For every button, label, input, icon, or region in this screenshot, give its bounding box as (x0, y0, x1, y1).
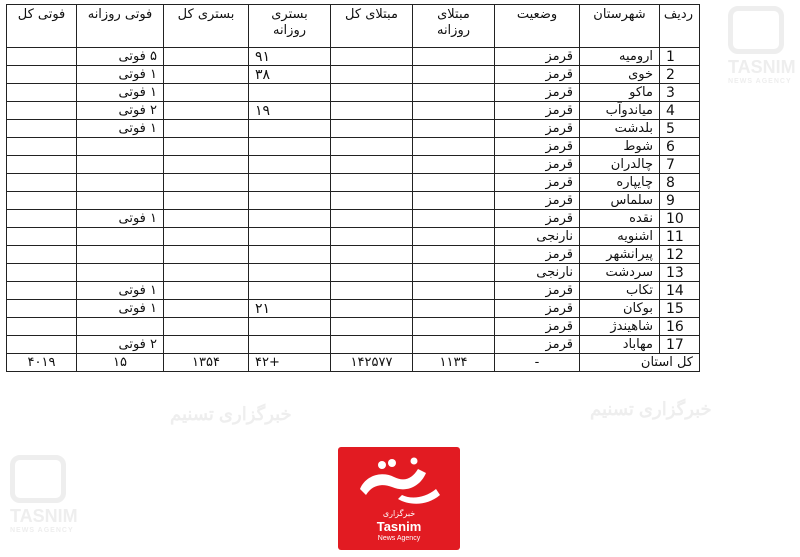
total-cases (331, 192, 413, 210)
total-hospitalized (164, 66, 249, 84)
table-row (7, 174, 700, 192)
table-row (7, 336, 700, 354)
header-daily-deaths: فوتی روزانه (77, 5, 164, 48)
total-cases (331, 102, 413, 120)
daily-deaths (77, 138, 164, 156)
watermark-agency-text: NEWS AGENCY (728, 77, 792, 85)
daily-cases (413, 264, 495, 282)
table-row (7, 318, 700, 336)
total-cases (331, 48, 413, 66)
daily-cases (413, 228, 495, 246)
row-number: 17 (660, 336, 700, 354)
daily-cases (413, 66, 495, 84)
status-cell: قرمز (495, 138, 580, 156)
status-cell: قرمز (495, 102, 580, 120)
city-name: چالدران (580, 156, 660, 174)
daily-hospitalized: ۲۱ (249, 300, 331, 318)
daily-hospitalized: ۱۹ (249, 102, 331, 120)
daily-cases (413, 48, 495, 66)
total-deaths (7, 264, 77, 282)
daily-hospitalized: ۹۱ (249, 48, 331, 66)
header-total-hospitalized: بستری کل (164, 5, 249, 48)
status-cell: قرمز (495, 48, 580, 66)
header-row-number: ردیف (660, 5, 700, 48)
city-name: نقده (580, 210, 660, 228)
total-hospitalized (164, 210, 249, 228)
table-row (7, 210, 700, 228)
status-cell: قرمز (495, 246, 580, 264)
status-cell: قرمز (495, 84, 580, 102)
total-hospitalized (164, 318, 249, 336)
daily-deaths (77, 318, 164, 336)
watermark-text: TASNIM (10, 506, 78, 526)
row-number: 8 (660, 174, 700, 192)
table-row (7, 156, 700, 174)
daily-hospitalized (249, 84, 331, 102)
total-cases (331, 156, 413, 174)
row-number: 15 (660, 300, 700, 318)
total-cases: ۱۴۲۵۷۷ (331, 354, 413, 372)
city-name: شوط (580, 138, 660, 156)
city-name: سردشت (580, 264, 660, 282)
total-daily-deaths: ۱۵ (77, 354, 164, 372)
total-hospitalized (164, 48, 249, 66)
city-name: تکاب (580, 282, 660, 300)
total-daily-cases: ۱۱۳۴ (413, 354, 495, 372)
total-hospitalized (164, 246, 249, 264)
daily-hospitalized (249, 192, 331, 210)
daily-cases (413, 300, 495, 318)
total-hospitalized (164, 120, 249, 138)
daily-cases (413, 138, 495, 156)
table-row (7, 138, 700, 156)
city-name: شاهیندژ (580, 318, 660, 336)
watermark-persian-text: خبرگزاری تسنیم (590, 399, 712, 419)
total-status: - (495, 354, 580, 372)
city-name: ارومیه (580, 48, 660, 66)
total-deaths (7, 102, 77, 120)
watermark-agency-text: NEWS AGENCY (10, 526, 74, 534)
city-name: بلدشت (580, 120, 660, 138)
daily-hospitalized (249, 138, 331, 156)
header-daily-hospitalized: بستری روزانه (249, 5, 331, 48)
total-cases (331, 282, 413, 300)
daily-deaths (77, 156, 164, 174)
total-hospitalized (164, 102, 249, 120)
status-cell: قرمز (495, 282, 580, 300)
total-hospitalized (164, 174, 249, 192)
daily-hospitalized (249, 156, 331, 174)
table-row (7, 264, 700, 282)
daily-deaths: ۱ فوتی (77, 84, 164, 102)
daily-hospitalized (249, 282, 331, 300)
total-deaths (7, 174, 77, 192)
daily-hospitalized (249, 210, 331, 228)
total-hospitalized (164, 300, 249, 318)
row-number: 12 (660, 246, 700, 264)
total-deaths (7, 246, 77, 264)
total-hospitalized (164, 192, 249, 210)
tasnim-watermark-icon (728, 6, 784, 54)
daily-cases (413, 282, 495, 300)
total-cases (331, 228, 413, 246)
status-cell: نارنجی (495, 264, 580, 282)
total-daily-hospitalized: +۴۲ (249, 354, 331, 372)
daily-cases (413, 156, 495, 174)
total-hospitalized (164, 264, 249, 282)
status-cell: نارنجی (495, 228, 580, 246)
watermark-text: TASNIM (728, 57, 796, 77)
city-name: خوی (580, 66, 660, 84)
daily-hospitalized: ۳۸ (249, 66, 331, 84)
total-hospitalized (164, 282, 249, 300)
daily-cases (413, 174, 495, 192)
table-row (7, 192, 700, 210)
total-hospitalized (164, 138, 249, 156)
total-cases (331, 300, 413, 318)
row-number: 3 (660, 84, 700, 102)
total-cases (331, 264, 413, 282)
province-total-row (7, 354, 700, 372)
logo-english-text: Tasnim (376, 519, 422, 534)
total-label: کل استان (580, 354, 700, 372)
table-row (7, 228, 700, 246)
daily-hospitalized (249, 264, 331, 282)
city-name: مهاباد (580, 336, 660, 354)
total-deaths (7, 336, 77, 354)
total-deaths (7, 66, 77, 84)
daily-cases (413, 102, 495, 120)
header-status: وضعیت (495, 5, 580, 48)
city-name: ماکو (580, 84, 660, 102)
daily-hospitalized (249, 246, 331, 264)
city-name: اشنویه (580, 228, 660, 246)
total-hospitalized (164, 156, 249, 174)
total-cases (331, 120, 413, 138)
tasnim-logo (338, 447, 460, 550)
total-deaths (7, 318, 77, 336)
table-row (7, 282, 700, 300)
row-number: 4 (660, 102, 700, 120)
tasnim-watermark-icon (10, 455, 66, 503)
daily-cases (413, 192, 495, 210)
total-hospitalized (164, 228, 249, 246)
row-number: 5 (660, 120, 700, 138)
total-hospitalized (164, 84, 249, 102)
watermark (170, 405, 292, 425)
total-cases (331, 246, 413, 264)
total-cases (331, 336, 413, 354)
total-deaths (7, 138, 77, 156)
row-number: 1 (660, 48, 700, 66)
table-row (7, 102, 700, 120)
status-cell: قرمز (495, 300, 580, 318)
total-hospitalized (164, 336, 249, 354)
header-total-cases: مبتلای کل (331, 5, 413, 48)
status-cell: قرمز (495, 318, 580, 336)
daily-deaths (77, 246, 164, 264)
watermark (590, 400, 712, 420)
table-body (7, 48, 700, 354)
city-name: سلماس (580, 192, 660, 210)
daily-cases (413, 120, 495, 138)
total-deaths (7, 300, 77, 318)
daily-deaths: ۱ فوتی (77, 300, 164, 318)
table-row (7, 246, 700, 264)
total-deaths (7, 156, 77, 174)
total-deaths (7, 48, 77, 66)
daily-hospitalized (249, 228, 331, 246)
daily-cases (413, 210, 495, 228)
daily-deaths (77, 192, 164, 210)
daily-hospitalized (249, 174, 331, 192)
daily-deaths: ۱ فوتی (77, 282, 164, 300)
daily-cases (413, 84, 495, 102)
row-number: 2 (660, 66, 700, 84)
city-name: پیرانشهر (580, 246, 660, 264)
table-row (7, 84, 700, 102)
row-number: 10 (660, 210, 700, 228)
watermark (728, 6, 796, 85)
total-deaths (7, 120, 77, 138)
total-hospitalized: ۱۳۵۴ (164, 354, 249, 372)
header-city: شهرستان (580, 5, 660, 48)
table-header-row (7, 5, 700, 48)
daily-deaths: ۱ فوتی (77, 210, 164, 228)
daily-deaths: ۲ فوتی (77, 336, 164, 354)
logo-persian-text: خبرگزاری (382, 509, 416, 518)
total-deaths (7, 84, 77, 102)
total-cases (331, 84, 413, 102)
status-cell: قرمز (495, 174, 580, 192)
header-total-deaths: فوتی کل (7, 5, 77, 48)
daily-deaths (77, 228, 164, 246)
daily-deaths (77, 174, 164, 192)
status-cell: قرمز (495, 210, 580, 228)
row-number: 11 (660, 228, 700, 246)
daily-hospitalized (249, 318, 331, 336)
watermark-persian-text: خبرگزاری تسنیم (170, 404, 292, 424)
row-number: 7 (660, 156, 700, 174)
total-deaths (7, 228, 77, 246)
total-cases (331, 138, 413, 156)
total-cases (331, 318, 413, 336)
total-deaths (7, 192, 77, 210)
table-row (7, 300, 700, 318)
table-row (7, 66, 700, 84)
table-row (7, 48, 700, 66)
status-cell: قرمز (495, 120, 580, 138)
row-number: 6 (660, 138, 700, 156)
daily-deaths: ۱ فوتی (77, 120, 164, 138)
header-daily-cases: مبتلای روزانه (413, 5, 495, 48)
total-cases (331, 210, 413, 228)
total-cases (331, 174, 413, 192)
logo-tagline: News Agency (377, 535, 421, 542)
daily-cases (413, 336, 495, 354)
table-row (7, 120, 700, 138)
tasnim-logo-icon (352, 455, 446, 507)
daily-cases (413, 246, 495, 264)
total-cases (331, 66, 413, 84)
daily-hospitalized (249, 336, 331, 354)
status-cell: قرمز (495, 66, 580, 84)
daily-deaths (77, 264, 164, 282)
daily-cases (413, 318, 495, 336)
total-deaths (7, 282, 77, 300)
covid-statistics-table (6, 4, 700, 372)
daily-deaths: ۲ فوتی (77, 102, 164, 120)
row-number: 14 (660, 282, 700, 300)
daily-deaths: ۵ فوتی (77, 48, 164, 66)
daily-hospitalized (249, 120, 331, 138)
city-name: بوکان (580, 300, 660, 318)
city-name: میاندوآب (580, 102, 660, 120)
daily-deaths: ۱ فوتی (77, 66, 164, 84)
watermark (10, 455, 78, 534)
city-name: چایپاره (580, 174, 660, 192)
row-number: 16 (660, 318, 700, 336)
row-number: 13 (660, 264, 700, 282)
total-deaths (7, 210, 77, 228)
status-cell: قرمز (495, 336, 580, 354)
status-cell: قرمز (495, 156, 580, 174)
row-number: 9 (660, 192, 700, 210)
status-cell: قرمز (495, 192, 580, 210)
total-deaths: ۴۰۱۹ (7, 354, 77, 372)
